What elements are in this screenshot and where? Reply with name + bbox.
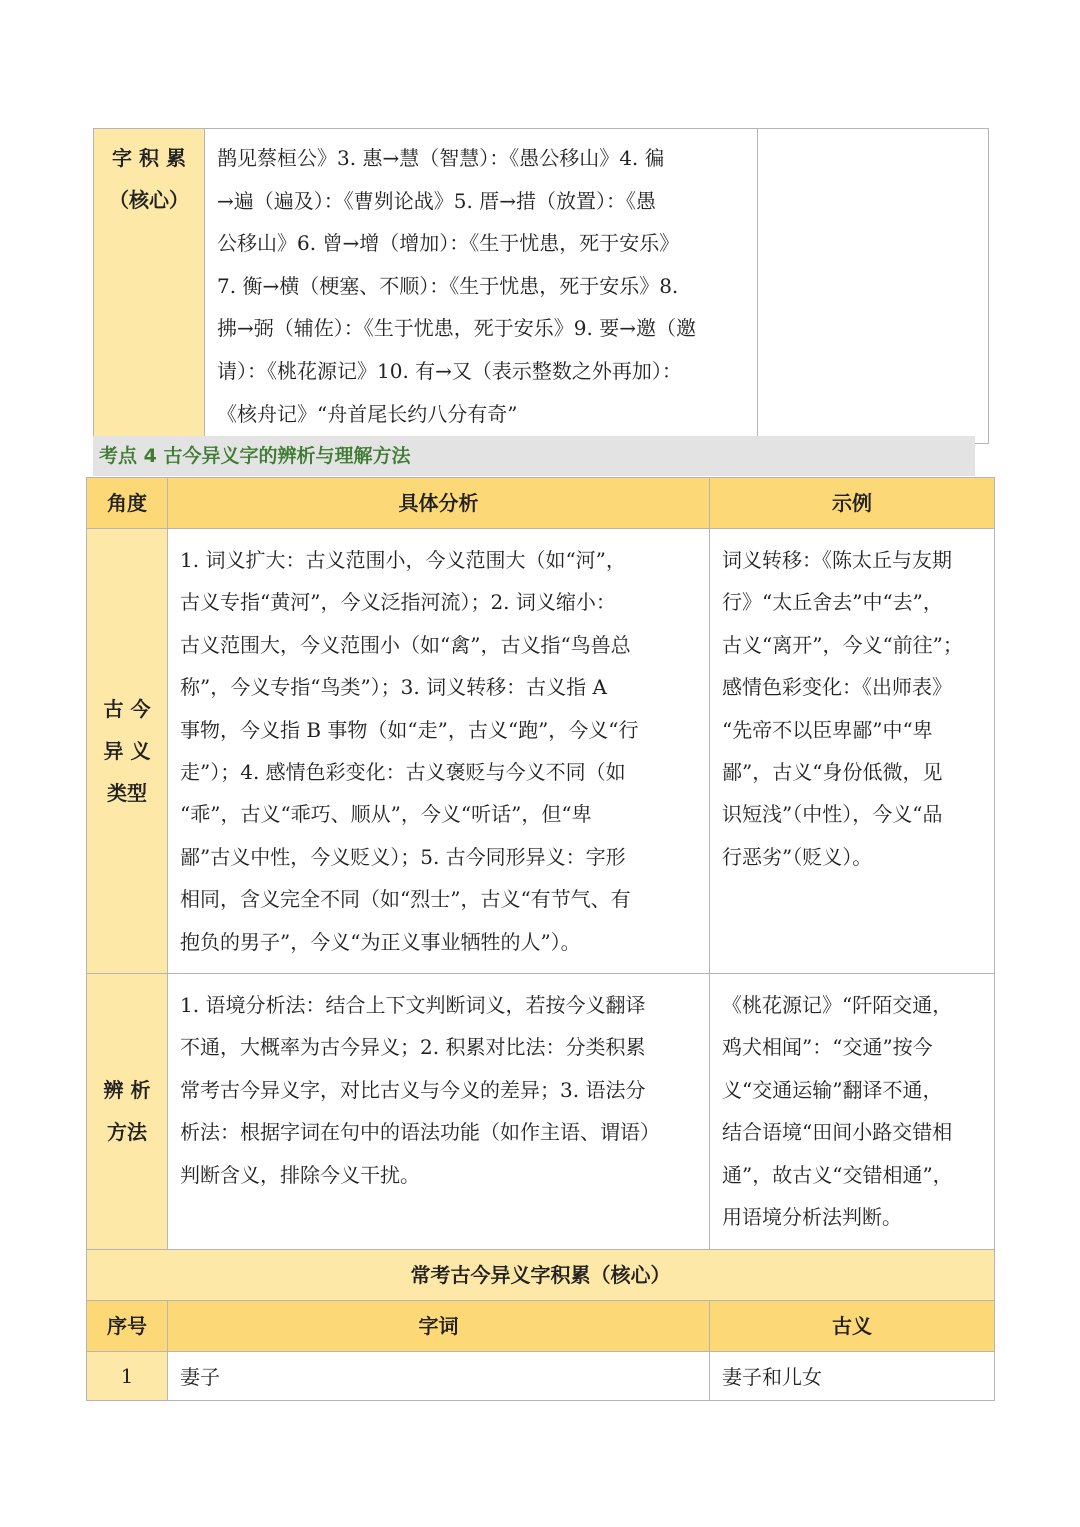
content-cell: [205, 129, 758, 444]
text-line: 鄙”，古义“身份低微，见: [722, 760, 943, 785]
text-line: 判断含义，排除今义干扰。: [180, 1162, 420, 1187]
header-ancient: 古义: [710, 1300, 995, 1351]
analysis-cell: [168, 974, 710, 1249]
main-table: [86, 477, 995, 1401]
accumulation-title: 常考古今异义字积累（核心）: [87, 1249, 995, 1300]
accumulation-header-row: [87, 1300, 995, 1351]
header-num: 序号: [87, 1300, 168, 1351]
text-line: 1. 词义扩大：古义范围小，今义范围大（如“河”，: [180, 548, 626, 572]
text-line: 感情色彩变化：《出师表》: [722, 675, 952, 700]
table-row: [94, 129, 989, 444]
text-line: 《核舟记》“舟首尾长约八分有奇”: [217, 401, 518, 426]
example-cell: [710, 974, 995, 1249]
text-line: 鹊见蔡桓公》3. 惠→慧（智慧）：《愚公移山》4. 徧: [217, 146, 665, 170]
text-line: 公移山》6. 曾→增（增加）：《生于忧患，死于安乐》: [217, 231, 680, 256]
header-row: [87, 478, 995, 529]
text-line: 走”）；4. 感情色彩变化：古义褒贬与今义不同（如: [180, 760, 626, 785]
text-line: 古义“离开”，今义“前往”；: [722, 632, 963, 657]
text-line: 行》“太丘舍去”中“去”，: [722, 590, 943, 615]
text-line: →遍（遍及）：《曹刿论战》5. 厝→措（放置）：《愚: [217, 188, 656, 213]
text-line: 通”，故古义“交错相通”，: [722, 1162, 953, 1187]
table-row: [87, 974, 995, 1249]
accumulation-title-row: [87, 1249, 995, 1300]
text-line: 结合语境“田间小路交错相: [722, 1120, 953, 1145]
text-line: 用语境分析法判断。: [722, 1205, 902, 1230]
text-line: 拂→弼（辅佐）：《生于忧患，死于安乐》9. 要→邀（邀: [217, 316, 696, 341]
table-row: [87, 529, 995, 974]
header-example: 示例: [710, 478, 995, 529]
table-row: [87, 1351, 995, 1400]
text-line: 《桃花源记》“阡陌交通，: [722, 993, 953, 1018]
text-line: 识短浅”（中性），今义“品: [722, 802, 943, 827]
text-line: 鄙”古义中性，今义贬义）；5. 古今同形异义：字形: [180, 844, 626, 869]
text-line: 义“交通运输”翻译不通，: [722, 1077, 943, 1102]
text-line: “乖”，古义“乖巧、顺从”，今义“听话”，但“卑: [180, 802, 592, 827]
row-label-line: 异 义: [103, 739, 151, 764]
text-line: 古义范围大，今义范围小（如“禽”，古义指“鸟兽总: [180, 632, 631, 657]
row-label: [87, 529, 168, 974]
text-line: 事物，今义指 B 事物（如“走”，古义“跑”，今义“行: [180, 717, 639, 742]
text-line: 7. 衡→横（梗塞、不顺）：《生于忧患，死于安乐》8.: [217, 273, 679, 298]
section-title: 考点 4 古今异义字的辨析与理解方法: [93, 436, 975, 476]
row-label-line: 方法: [107, 1120, 147, 1145]
text-line: 鸡犬相闻”：“交通”按今: [722, 1035, 933, 1060]
text-line: 相同，含义完全不同（如“烈士”，古义“有节气、有: [180, 887, 631, 912]
row-label-line: 古 今: [103, 697, 151, 722]
text-line: 不通，大概率为古今异义；2. 积累对比法：分类积累: [180, 1035, 646, 1060]
row-label-line: 类型: [107, 781, 147, 806]
text-line: 请）：《桃花源记》10. 有→又（表示整数之外再加）：: [217, 358, 682, 383]
text-line: 常考古今异义字，对比古义与今义的差异；3. 语法分: [180, 1077, 646, 1102]
text-line: 词义转移：《陈太丘与友期: [722, 548, 952, 572]
row-header-line: （核心）: [109, 188, 189, 212]
text-line: “先帝不以臣卑鄙”中“卑: [722, 717, 933, 742]
text-line: 称”，今义专指“鸟类”）；3. 词义转移：古义指 A: [180, 675, 607, 700]
text-line: 1. 语境分析法：结合上下文判断词义，若按今义翻译: [180, 993, 646, 1018]
row-label-line: 辨 析: [103, 1078, 151, 1103]
row-number: 1: [87, 1351, 168, 1400]
text-line: 行恶劣”（贬义）。: [722, 844, 873, 869]
text-line: 析法：根据字词在句中的语法功能（如作主语、谓语）: [180, 1120, 660, 1145]
example-cell: [710, 529, 995, 974]
text-line: 抱负的男子”，今义“为正义事业牺牲的人”）。: [180, 929, 581, 954]
row-header-line: 字 积 累: [112, 146, 186, 170]
header-analysis: 具体分析: [168, 478, 710, 529]
analysis-cell: [168, 529, 710, 974]
text-line: 古义专指“黄河”，今义泛指河流）；2. 词义缩小：: [180, 590, 616, 615]
ancient-meaning-cell: 妻子和儿女: [710, 1351, 995, 1400]
empty-cell: [758, 129, 989, 444]
row-header: [94, 129, 205, 444]
header-word: 字词: [168, 1300, 710, 1351]
top-table: [93, 128, 989, 444]
row-label: [87, 974, 168, 1249]
header-angle: 角度: [87, 478, 168, 529]
word-cell: 妻子: [168, 1351, 710, 1400]
